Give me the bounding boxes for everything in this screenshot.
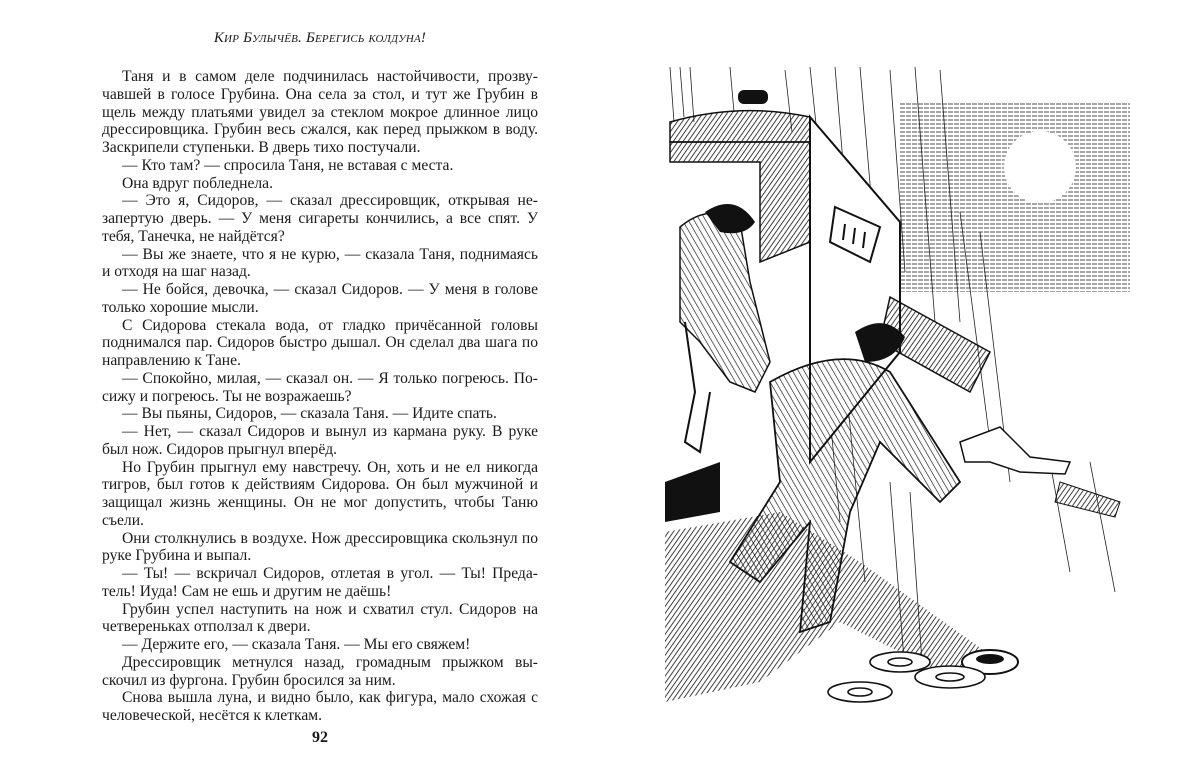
paragraph: Она вдруг побледнела. (122, 174, 274, 192)
paragraph: — Вы пьяны, Сидоров, — сказала Таня. — Идите спать. (122, 405, 497, 423)
paragraph: Грубин успел наступить на нож и схватил стул. Сидоров на четвереньках отползал к двери. (102, 600, 538, 636)
page-number: 92 (312, 729, 328, 746)
paragraph: Таня и в самом деле подчинилась настойчивости, прозвучавшей в голосе Грубина. Она села за стол, и тут же Грубин в щель между платьями увидел за стеклом мокрое длинное лицо дрессировщика. Грубин весь сжался, как перед прыжком в воду. Заскрипели ступеньки. В дверь тихо постучали. (102, 68, 538, 156)
paragraph: — Держите его, — сказала Таня. — Мы его свяжем! (122, 636, 471, 653)
right-page (600, 0, 1200, 782)
paragraph: — Это я, Сидоров, — сказал дрессировщик, открывая незапертую дверь. — У меня сигареты кончились, а все спят. У тебя, Танечка, не найдётся? (102, 192, 538, 245)
paragraph: — Не бойся, девочка, — сказал Сидоров. — У меня в голове только хорошие мысли. (102, 281, 538, 316)
paragraph: — Нет, — сказал Сидоров и вынул из кармана руку. В руке был нож. Сидоров прыгнул вперёд. (102, 423, 538, 458)
paragraph: С Сидорова стекала вода, от гладко причёсанной головы поднимался пар. Сидоров быстро дышал. Он сделал два шага по направлению к Тане. (102, 316, 538, 369)
paragraph: — Спокойно, милая, — сказал он. — Я только погреюсь. Посижу и погреюсь. Ты не возражаешь? (102, 369, 538, 405)
illustration (660, 62, 1130, 712)
moon (1004, 131, 1076, 203)
paragraph: Но Грубин прыгнул ему навстречу. Он, хоть и не ел никогда тигров, был готов к действиям Сидорова. Он был мужчиной и защищал жизнь женщины. Он не мог допустить, чтобы Таню съели. (102, 458, 538, 529)
paragraph: Снова вышла луна, и видно было, как фигура, мало схожая с человеческой, несётся к клеткам. (102, 689, 538, 724)
paragraph: — Кто там? — спросила Таня, не вставая с места. (122, 156, 454, 174)
paragraph: — Вы же знаете, что я не курю, — сказала Таня, поднимаясь и отходя на шаг назад. (102, 245, 538, 281)
running-head: Кир Булычёв. Берегись колдуна! (213, 30, 427, 46)
paragraph: Дрессировщик метнулся назад, громадным прыжком выскочил из фургона. Грубин бросился за ним. (102, 653, 538, 689)
paragraph: — Ты! — вскричал Сидоров, отлетая в угол. — Ты! Предатель! Иуда! Сам не ешь и другим не даёшь! (102, 565, 538, 600)
body-text (102, 68, 538, 725)
paragraph: Они столкнулись в воздухе. Нож дрессировщика скользнул по руке Грубина и выпал. (102, 529, 538, 565)
